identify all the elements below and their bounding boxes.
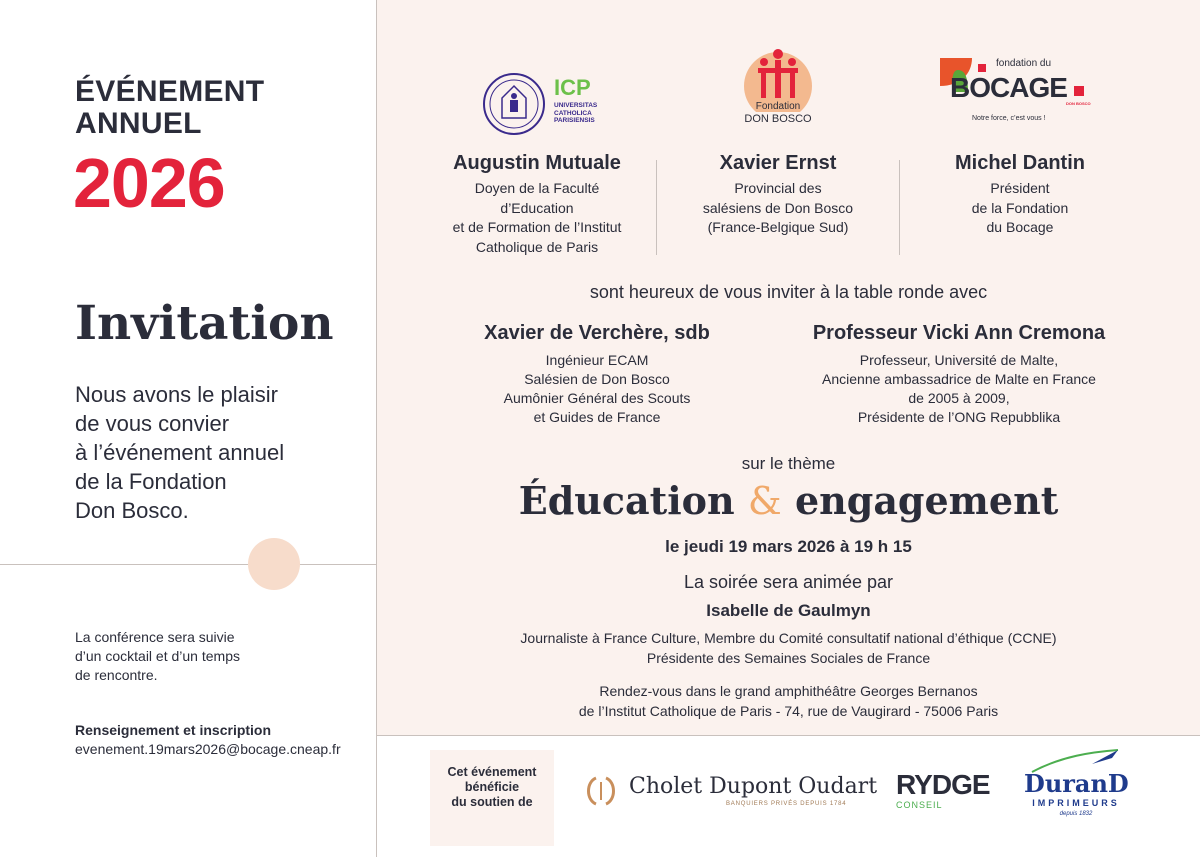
event-year: 2026: [73, 144, 225, 222]
icp-logo: [482, 70, 612, 138]
cocktail-line: d’un cocktail et d’un temps: [75, 648, 240, 664]
bocage-name: BOCAGE: [950, 72, 1067, 103]
theme-title: [377, 476, 1200, 526]
sponsor-box-line: bénéficie: [464, 780, 520, 794]
bottom-horizontal-divider: [377, 735, 1200, 736]
speaker-role-line: et Guides de France: [533, 409, 661, 425]
host-role-line: salésiens de Don Bosco: [702, 199, 854, 216]
don-bosco-line1: Fondation: [755, 101, 801, 112]
cholet-mark-icon: [582, 776, 620, 806]
icp-subtitle-line: CATHOLICA: [554, 109, 592, 117]
speaker-role-line: Ancienne ambassadrice de Malte en France: [822, 371, 1096, 387]
speaker-role-line: Présidente de l’ONG Repubblika: [857, 409, 1061, 425]
vertical-divider: [376, 0, 377, 857]
host-role-line: Doyen de la Faculté: [474, 180, 600, 196]
speaker-role-line: Ingénieur ECAM: [545, 352, 649, 368]
speaker-name: Xavier de Verchère, sdb: [484, 322, 710, 344]
durand-since: depuis 1832: [1059, 811, 1093, 817]
cholet-name: Cholet Dupont Oudart: [629, 774, 878, 799]
speaker-name: Professeur Vicki Ann Cremona: [812, 322, 1106, 344]
bocage-tagline: Notre force, c’est vous !: [972, 115, 1046, 122]
host-role-line: et de Formation de l’Institut: [452, 219, 622, 235]
icp-subtitle-line: PARISIENSIS: [554, 117, 595, 124]
intro-line: de vous convier: [75, 411, 230, 436]
speaker-role-line: Aumônier Général des Scouts: [503, 390, 691, 406]
host-name: Michel Dantin: [954, 152, 1085, 174]
cocktail-line: de rencontre.: [75, 667, 158, 683]
intro-line: à l’événement annuel: [75, 440, 285, 465]
icp-name: ICP: [554, 75, 591, 100]
host-role-line: du Bocage: [986, 219, 1054, 235]
host-column-1: [427, 150, 647, 257]
invitation-title: Invitation: [75, 296, 334, 351]
theme-part1: Éducation: [518, 478, 735, 523]
durand-sub: IMPRIMEURS: [1032, 798, 1120, 808]
moderator-intro: La soirée sera animée par: [683, 572, 894, 592]
speaker-2: [779, 320, 1139, 427]
event-label-line: ANNUEL: [75, 107, 202, 140]
host-role-line: d’Education: [500, 199, 574, 216]
host-role-line: de la Fondation: [971, 199, 1069, 216]
host-role-line: (France-Belgique Sud): [707, 219, 849, 235]
venue-line: de l’Institut Catholique de Paris - 74, rue de Vaugirard - 75006 Paris: [578, 702, 999, 719]
host-role: [668, 179, 888, 238]
host-role-line: Provincial des: [734, 180, 822, 196]
venue: [377, 682, 1200, 721]
theme-ampersand: &: [747, 479, 782, 523]
moderator-role-line: Présidente des Semaines Sociales de France: [646, 649, 931, 666]
speaker-role-line: Salésien de Don Bosco: [524, 371, 670, 387]
venue-line: Rendez-vous dans le grand amphithéâtre Georges Bernanos: [599, 683, 978, 699]
invite-line: sont heureux de vous inviter à la table ronde avec: [589, 282, 988, 302]
cocktail-note: [75, 628, 365, 685]
host-role: [427, 179, 647, 257]
cholet-sub: BANQUIERS PRIVÉS DEPUIS 1784: [726, 801, 847, 807]
info-title: Renseignement et inscription: [75, 722, 272, 738]
event-label-line: ÉVÉNEMENT: [75, 75, 265, 108]
intro-line: Nous avons le plaisir: [75, 382, 278, 407]
host-separator: [899, 160, 900, 255]
moderator-name: Isabelle de Gaulmyn: [706, 601, 871, 620]
host-name: Augustin Mutuale: [453, 152, 621, 174]
bocage-logo: [938, 56, 1102, 126]
left-horizontal-divider: [0, 564, 376, 565]
bocage-don-bosco-icon: [1074, 86, 1084, 96]
speaker-role: [779, 351, 1139, 427]
event-date: le jeudi 19 mars 2026 à 19 h 15: [665, 537, 912, 556]
durand-logo: [1022, 746, 1130, 822]
theme-intro: sur le thème: [741, 454, 836, 473]
icp-subtitle: [554, 102, 597, 125]
moderator-role: [377, 629, 1200, 668]
bocage-small: DON BOSCO: [1066, 101, 1091, 106]
speaker-role-line: Professeur, Université de Malte,: [859, 352, 1059, 368]
sponsor-box-line: du soutien de: [451, 795, 533, 809]
speaker-role-line: de 2005 à 2009,: [908, 390, 1010, 406]
sponsor-box-line: Cet événement: [447, 765, 537, 779]
host-name: Xavier Ernst: [719, 152, 837, 174]
decorative-circle: [248, 538, 300, 590]
host-role: [910, 179, 1130, 238]
moderator-role-line: Journaliste à France Culture, Membre du Comité consultatif national d’éthique (CCNE): [520, 630, 1057, 646]
rydge-name: RYDGE: [896, 769, 990, 800]
speaker-1: [447, 320, 747, 427]
theme-part2: engagement: [794, 478, 1059, 523]
bocage-prefix: fondation du: [996, 58, 1052, 69]
cocktail-line: La conférence sera suivie: [75, 629, 235, 645]
host-column-3: [910, 150, 1130, 238]
host-role-line: Président: [990, 180, 1050, 196]
event-label: [75, 76, 264, 140]
cholet-dupont-oudart-logo: [582, 768, 878, 812]
speaker-role: [447, 351, 747, 427]
intro-line: Don Bosco.: [75, 498, 189, 523]
don-bosco-logo: [736, 46, 820, 132]
host-separator: [656, 160, 657, 255]
don-bosco-line2: DON BOSCO: [744, 113, 812, 125]
intro-text: [75, 380, 365, 525]
rydge-sub: CONSEIL: [896, 800, 943, 810]
info-email-link[interactable]: evenement.19mars2026@bocage.cneap.fr: [75, 741, 341, 757]
host-role-line: Catholique de Paris: [475, 238, 599, 255]
icp-subtitle-line: UNIVERSITAS: [554, 102, 598, 109]
durand-name: DuranD: [1024, 769, 1129, 798]
intro-line: de la Fondation: [75, 469, 227, 494]
rydge-logo: [896, 770, 1000, 810]
host-column-2: [668, 150, 888, 238]
sponsor-box: [430, 750, 554, 846]
